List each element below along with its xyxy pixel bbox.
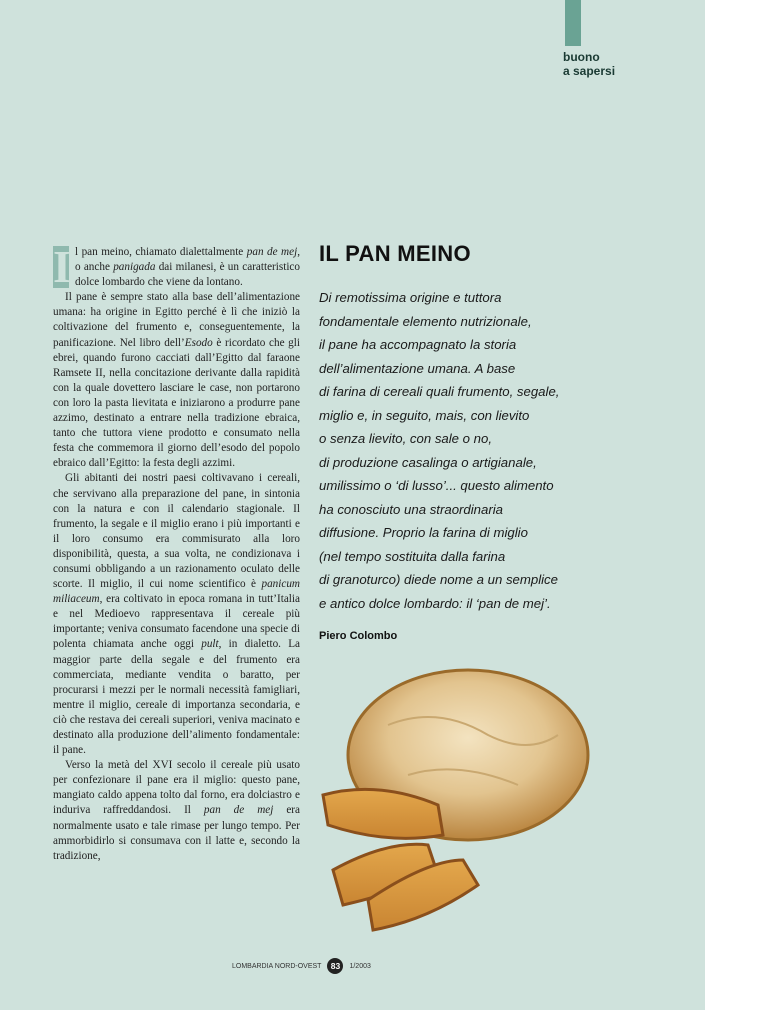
magazine-name: LOMBARDIA NORD-OVEST [232,962,322,970]
lead-line: dell’alimentazione umana. A base [319,360,516,376]
page-number: 83 [327,958,343,974]
lead-line: umilissimo o ‘di lusso’... questo alimento [319,478,554,493]
lead-line: e antico dolce lombardo: il ‘pan de mej’. [319,595,551,611]
body-paragraph-1: I l pan meino, chiamato dialettalmente pan de mej, o anche panigada dai milanesi, è un caratteristico dolce lombardo che viene da lontano. [53,241,300,292]
body-paragraph-2: Il pane è sempre stato alla base dell’alimentazione umana: ha origine in Egitto perché è lì che iniziò la coltivazione del frumento e, conseguentemente, la panificazione. Nel libro dell’Esodo è ricordato che gli ebrei, quando furono cacciati dall’Egitto dal faraone Ramsete II, nella concitazione derivante dalla rapidità con la quale dovettero lasciare le case, non portarono con loro la pasta lievitata e iniziarono a produrre pane azzimo, destinato a entrare nella tradizione ebraica, tanto che tuttora viene prodotto e consumato nella festa che commemora il giorno dell’esodo del popolo ebraico dall’Egitto: la festa degli azzimi. [53,291,300,470]
section-label-line1: buono [563,50,600,64]
body-paragraph-4: Verso la metà del XVI secolo il cereale più usato per confezionare il pane era il miglio: questo pane, mangiato caldo appena tolto dal forno, era dolciastro e induriva raffreddandosi. Il pan de mej era normalmente usato e tale rimase per lungo tempo. Per ammorbidirlo si consumava con il latte e, secondo la tradizione, [53,759,300,862]
article-title: IL PAN MEINO [319,241,471,266]
body-paragraph-3: Gli abitanti dei nostri paesi coltivavano i cereali, che servivano alla preparazione del pane, in sintonia con la natura e con il calendario stagionale. Il frumento, la segale e il miglio erano i più importanti e il loro consumo era commisurato alla loro disponibilità, questa, a sua volta, ne condizionava i consumi obbligando a un razionamento oculato delle scorte. Il miglio, il cui nome scientifico è panicum miliaceum, era coltivato in epoca romana in tutt’Italia e nel Medioevo rappresentava il cereale più importante; veniva consumato facendone una specie di polenta chiamata anche oggi pult, in dialetto. La maggior parte della segale e del frumento era commerciata, mediante vendita o baratto, per procurarsi i mezzi per le normali necessità famigliari, mentre il miglio, cereale di importanza secondaria, e ciò che restava dei cereali superiori, veniva macinato e destinato alla produzione dell’alimento fondamentale: il pane. [53,472,300,757]
body-text-column [53,241,300,864]
lead-line: o senza lievito, con sale o no, [319,431,493,446]
section-tab-marker [565,0,581,46]
page-footer [232,958,371,974]
section-label-line2: a sapersi [563,64,616,78]
drop-cap: I [53,241,71,292]
lead-line: il pane ha accompagnato la storia [319,337,517,352]
lead-paragraph [319,286,589,615]
lead-line: fondamentale elemento nutrizionale, [319,313,532,329]
lead-line: di farina di cereali quali frumento, segale, [319,384,560,399]
lead-line: di granoturco) diede nome a un semplice [319,572,558,587]
issue-number: 1/2003 [349,962,371,970]
lead-line: diffusione. Proprio la farina di miglio [319,525,528,540]
lead-line: ha conosciuto una straordinaria [319,501,504,517]
bread-photo [318,665,593,940]
section-label [563,50,615,78]
lead-line: Di remotissima origine e tuttora [319,290,502,305]
lead-line: (nel tempo sostituita dalla farina [319,548,506,564]
lead-line: di produzione casalinga o artigianale, [319,454,537,470]
author-byline: Piero Colombo [319,630,398,642]
lead-line: miglio e, in seguito, mais, con lievito [319,407,530,423]
